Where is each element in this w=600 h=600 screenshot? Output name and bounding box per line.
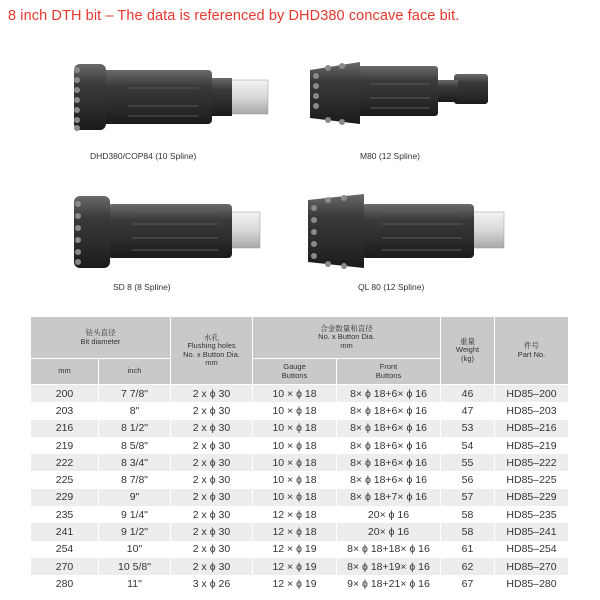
mm-header: mm [31,359,99,385]
cell-front: 20× ϕ 16 [337,506,441,523]
cell-gauge: 10 × ϕ 18 [253,402,337,419]
cell-mm: 222 [31,454,99,471]
front-buttons-header [337,359,441,385]
cell-flushing: 3 x ϕ 26 [171,575,253,592]
flushing-holes-header [171,317,253,385]
weight-header-cn: 重量 [460,336,476,346]
cell-front: 20× ϕ 16 [337,523,441,540]
cell-front: 8× ϕ 18+6× ϕ 16 [337,385,441,403]
table-row [31,523,569,540]
cell-weight: 53 [441,420,495,437]
cell-inch: 9 1/4" [99,506,171,523]
cell-mm: 219 [31,437,99,454]
part-header-cn: 件号 [524,341,540,350]
cell-inch: 8 7/8" [99,471,171,488]
cell-inch: 8 5/8" [99,437,171,454]
cell-part-no: HD85–222 [495,454,569,471]
table-row [31,454,569,471]
cell-part-no: HD85–219 [495,437,569,454]
cell-front: 8× ϕ 18+19× ϕ 16 [337,558,441,575]
weight-header [441,317,495,385]
cell-flushing: 2 x ϕ 30 [171,506,253,523]
cell-front: 8× ϕ 18+18× ϕ 16 [337,541,441,558]
cell-inch: 10" [99,541,171,558]
cell-inch: 9" [99,489,171,506]
table-body [31,385,569,593]
buttons-header-unit: mm [340,340,353,350]
dth-bit-dhd380-image [68,58,272,138]
cell-gauge: 10 × ϕ 18 [253,489,337,506]
cell-weight: 58 [441,506,495,523]
flushing-header-cn: 水孔 [204,332,219,342]
flushing-header-unit: mm [205,358,218,367]
cell-front: 8× ϕ 18+7× ϕ 16 [337,489,441,506]
cell-part-no: HD85–200 [495,385,569,403]
cell-front: 8× ϕ 18+6× ϕ 16 [337,454,441,471]
cell-weight: 62 [441,558,495,575]
cell-gauge: 12 × ϕ 18 [253,506,337,523]
table-row [31,385,569,403]
cell-mm: 241 [31,523,99,540]
cell-mm: 235 [31,506,99,523]
table-row [31,437,569,454]
cell-flushing: 2 x ϕ 30 [171,402,253,419]
part-no-header [495,317,569,385]
cell-inch: 8" [99,402,171,419]
cell-part-no: HD85–270 [495,558,569,575]
part-header-en: Part No. [517,349,546,359]
cell-inch: 8 1/2" [99,420,171,437]
cell-flushing: 2 x ϕ 30 [171,420,253,437]
cell-front: 8× ϕ 18+6× ϕ 16 [337,420,441,437]
cell-flushing: 2 x ϕ 30 [171,489,253,506]
cell-mm: 254 [31,541,99,558]
product-caption-sd8: SD 8 (8 Spline) [113,282,171,292]
cell-mm: 280 [31,575,99,592]
cell-part-no: HD85–241 [495,523,569,540]
cell-inch: 8 3/4" [99,454,171,471]
flushing-header-en2: No. x Button Dia. [183,349,240,359]
cell-flushing: 2 x ϕ 30 [171,558,253,575]
cell-part-no: HD85–235 [495,506,569,523]
dth-bit-sd8-image [68,190,264,274]
cell-part-no: HD85–254 [495,541,569,558]
cell-weight: 58 [441,523,495,540]
gauge-header-2: Buttons [281,370,308,380]
buttons-header-en: No. x Button Dia. [318,332,375,342]
cell-weight: 57 [441,489,495,506]
cell-inch: 11" [99,575,171,592]
bit-diameter-header-en: Bit diameter [80,336,121,346]
cell-part-no: HD85–229 [495,489,569,506]
gauge-buttons-header [253,359,337,385]
flushing-header-en1: Flushing holes [187,341,236,350]
cell-front: 8× ϕ 18+6× ϕ 16 [337,471,441,488]
cell-flushing: 2 x ϕ 30 [171,437,253,454]
cell-weight: 46 [441,385,495,403]
bit-diameter-header [31,317,171,359]
cell-front: 9× ϕ 18+21× ϕ 16 [337,575,441,592]
cell-weight: 61 [441,541,495,558]
cell-gauge: 10 × ϕ 18 [253,471,337,488]
page-title: 8 inch DTH bit – The data is referenced by DHD380 concave face bit. [8,8,460,24]
cell-part-no: HD85–225 [495,471,569,488]
specification-table [30,316,569,593]
cell-gauge: 10 × ϕ 18 [253,437,337,454]
dth-bit-ql80-image [302,190,508,274]
cell-mm: 216 [31,420,99,437]
cell-mm: 225 [31,471,99,488]
product-caption-ql80: QL 80 (12 Spline) [358,282,425,292]
cell-gauge: 10 × ϕ 18 [253,454,337,471]
cell-part-no: HD85–280 [495,575,569,592]
cell-weight: 67 [441,575,495,592]
inch-header: inch [99,359,171,385]
table-row [31,489,569,506]
cell-flushing: 2 x ϕ 30 [171,454,253,471]
cell-gauge: 12 × ϕ 18 [253,523,337,540]
table-row [31,471,569,488]
table-row [31,558,569,575]
front-header-1: Front [379,362,398,371]
front-header-2: Buttons [375,370,402,380]
cell-gauge: 12 × ϕ 19 [253,558,337,575]
table-row [31,541,569,558]
table-row [31,420,569,437]
weight-header-unit: (kg) [461,353,474,363]
dth-bit-m80-image [304,56,494,134]
cell-gauge: 10 × ϕ 18 [253,420,337,437]
cell-mm: 229 [31,489,99,506]
cell-part-no: HD85–203 [495,402,569,419]
cell-front: 8× ϕ 18+6× ϕ 16 [337,402,441,419]
cell-mm: 203 [31,402,99,419]
product-caption-dhd380: DHD380/COP84 (10 Spline) [90,151,197,161]
gauge-header-1: Gauge [283,362,306,371]
weight-header-en: Weight [455,345,480,355]
cell-weight: 56 [441,471,495,488]
buttons-header [253,317,441,359]
cell-weight: 54 [441,437,495,454]
cell-part-no: HD85–216 [495,420,569,437]
cell-weight: 55 [441,454,495,471]
product-caption-m80: M80 (12 Spline) [360,151,421,161]
cell-flushing: 2 x ϕ 30 [171,385,253,403]
cell-flushing: 2 x ϕ 30 [171,471,253,488]
cell-gauge: 12 × ϕ 19 [253,541,337,558]
cell-flushing: 2 x ϕ 30 [171,541,253,558]
cell-front: 8× ϕ 18+6× ϕ 16 [337,437,441,454]
cell-mm: 270 [31,558,99,575]
cell-inch: 10 5/8" [99,558,171,575]
buttons-header-cn: 合金数量和直径 [320,323,373,333]
table-row [31,402,569,419]
cell-inch: 9 1/2" [99,523,171,540]
cell-gauge: 12 × ϕ 19 [253,575,337,592]
cell-mm: 200 [31,385,99,403]
cell-inch: 7 7/8" [99,385,171,403]
cell-gauge: 10 × ϕ 18 [253,385,337,403]
cell-weight: 47 [441,402,495,419]
bit-diameter-header-cn: 钻头直径 [85,328,116,337]
table-row [31,506,569,523]
cell-flushing: 2 x ϕ 30 [171,523,253,540]
table-row [31,575,569,592]
